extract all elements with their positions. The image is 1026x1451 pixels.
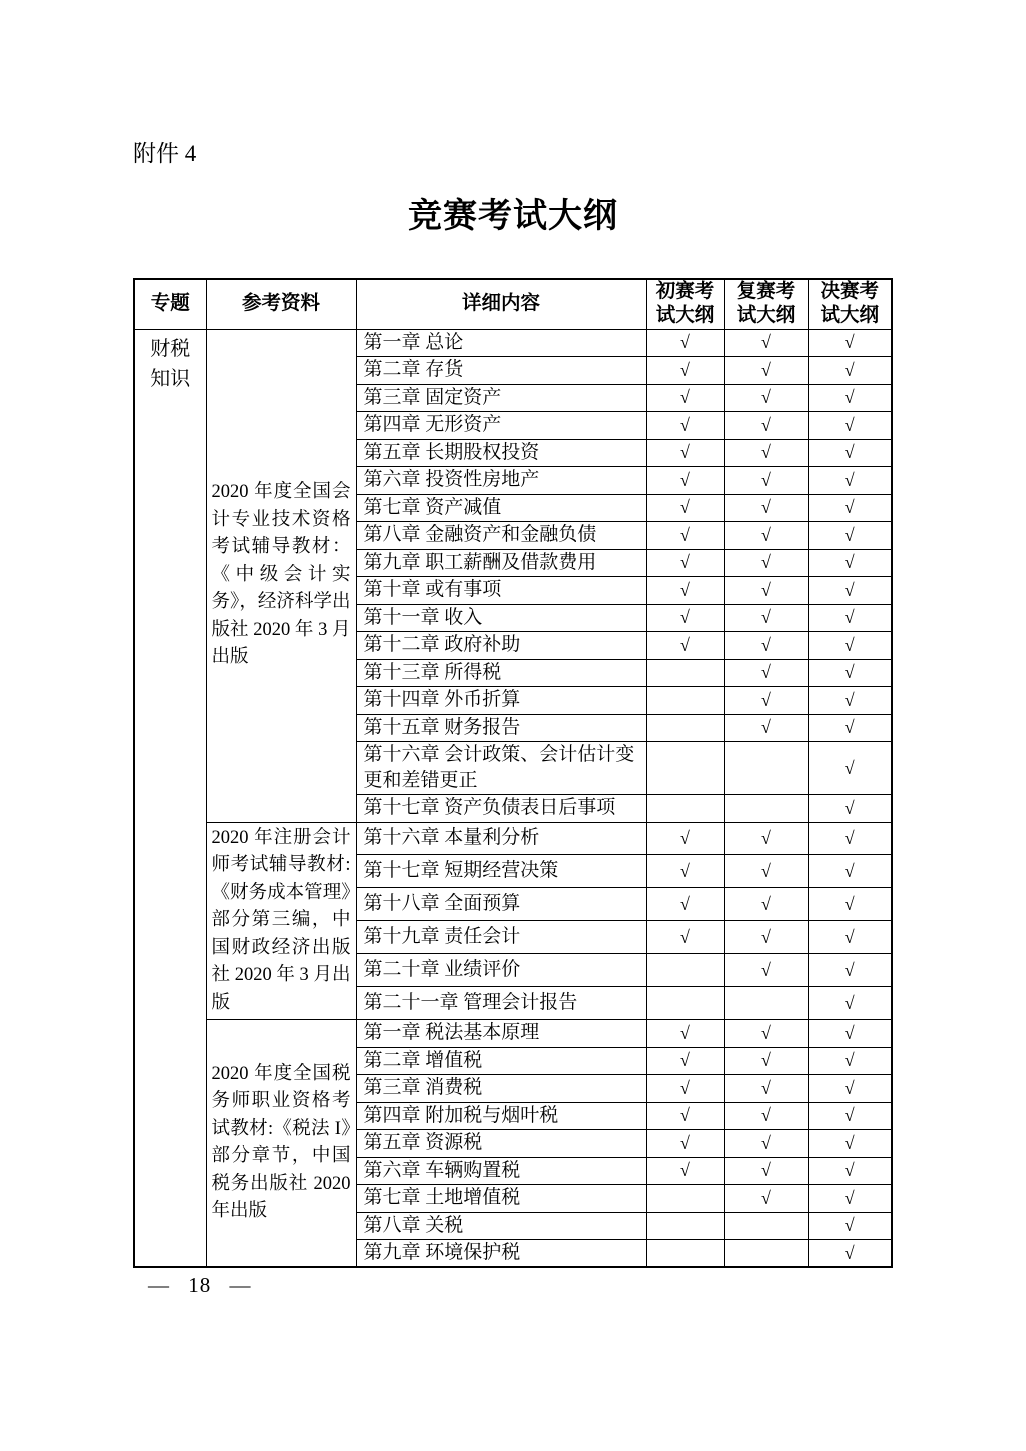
checkmark-cell: √	[808, 1130, 892, 1158]
checkmark-cell: √	[724, 659, 808, 687]
checkmark-cell: √	[646, 1020, 724, 1048]
chapter-cell: 第九章 环境保护税	[356, 1240, 646, 1268]
empty-check-cell	[646, 795, 724, 823]
checkmark-cell: √	[646, 1102, 724, 1130]
checkmark-cell: √	[724, 1047, 808, 1075]
checkmark-cell: √	[808, 439, 892, 467]
chapter-cell: 第二十一章 管理会计报告	[356, 987, 646, 1020]
checkmark-cell: √	[808, 742, 892, 795]
topic-cell: 财税知识	[134, 329, 206, 1267]
checkmark-cell: √	[646, 439, 724, 467]
chapter-cell: 第十七章 资产负债表日后事项	[356, 795, 646, 823]
checkmark-cell: √	[724, 1075, 808, 1103]
checkmark-cell: √	[724, 888, 808, 921]
checkmark-cell: √	[808, 921, 892, 954]
empty-check-cell	[646, 987, 724, 1020]
column-header: 详细内容	[356, 279, 646, 329]
page-title: 竞赛考试大纲	[408, 198, 618, 235]
chapter-cell: 第九章 职工薪酬及借款费用	[356, 549, 646, 577]
chapter-cell: 第七章 土地增值税	[356, 1185, 646, 1213]
checkmark-cell: √	[724, 855, 808, 888]
chapter-cell: 第二章 存货	[356, 357, 646, 385]
chapter-cell: 第七章 资产减值	[356, 494, 646, 522]
checkmark-cell: √	[808, 467, 892, 495]
chapter-cell: 第六章 投资性房地产	[356, 467, 646, 495]
checkmark-cell: √	[646, 412, 724, 440]
checkmark-cell: √	[724, 329, 808, 357]
checkmark-cell: √	[646, 577, 724, 605]
checkmark-cell: √	[724, 549, 808, 577]
table-row	[134, 1020, 892, 1048]
checkmark-cell: √	[808, 687, 892, 715]
chapter-cell: 第八章 金融资产和金融负债	[356, 522, 646, 550]
chapter-cell: 第一章 总论	[356, 329, 646, 357]
checkmark-cell: √	[808, 954, 892, 987]
checkmark-cell: √	[724, 604, 808, 632]
attachment-label: 附件 4	[133, 141, 197, 166]
checkmark-cell: √	[646, 921, 724, 954]
checkmark-cell: √	[808, 1075, 892, 1103]
chapter-cell: 第六章 车辆购置税	[356, 1157, 646, 1185]
checkmark-cell: √	[646, 384, 724, 412]
chapter-cell: 第十三章 所得税	[356, 659, 646, 687]
checkmark-cell: √	[646, 357, 724, 385]
checkmark-cell: √	[724, 522, 808, 550]
checkmark-cell: √	[808, 522, 892, 550]
checkmark-cell: √	[646, 632, 724, 660]
chapter-cell: 第三章 消费税	[356, 1075, 646, 1103]
reference-cell: 2020 年度全国会计专业技术资格考试辅导教材：《中级会计实务》，经济科学出版社 2020 年 3 月出版	[206, 329, 356, 822]
checkmark-cell: √	[724, 577, 808, 605]
checkmark-cell: √	[646, 329, 724, 357]
checkmark-cell: √	[808, 1047, 892, 1075]
chapter-cell: 第十五章 财务报告	[356, 714, 646, 742]
chapter-cell: 第五章 资源税	[356, 1130, 646, 1158]
chapter-cell: 第十章 或有事项	[356, 577, 646, 605]
checkmark-cell: √	[808, 412, 892, 440]
chapter-cell: 第十七章 短期经营决策	[356, 855, 646, 888]
checkmark-cell: √	[646, 549, 724, 577]
chapter-cell: 第十九章 责任会计	[356, 921, 646, 954]
checkmark-cell: √	[808, 1212, 892, 1240]
checkmark-cell: √	[808, 329, 892, 357]
chapter-cell: 第二十章 业绩评价	[356, 954, 646, 987]
checkmark-cell: √	[646, 888, 724, 921]
checkmark-cell: √	[808, 577, 892, 605]
checkmark-cell: √	[808, 888, 892, 921]
empty-check-cell	[724, 987, 808, 1020]
syllabus-table	[133, 278, 893, 1268]
checkmark-cell: √	[724, 714, 808, 742]
reference-cell: 2020 年度全国税务师职业资格考试教材:《税法 I》部分章节，中国税务出版社 2020 年出版	[206, 1020, 356, 1268]
table-row	[134, 329, 892, 357]
checkmark-cell: √	[646, 1130, 724, 1158]
checkmark-cell: √	[724, 1130, 808, 1158]
checkmark-cell: √	[646, 1075, 724, 1103]
checkmark-cell: √	[808, 659, 892, 687]
checkmark-cell: √	[646, 1157, 724, 1185]
checkmark-cell: √	[808, 632, 892, 660]
checkmark-cell: √	[646, 855, 724, 888]
chapter-cell: 第二章 增值税	[356, 1047, 646, 1075]
checkmark-cell: √	[808, 795, 892, 823]
checkmark-cell: √	[808, 987, 892, 1020]
chapter-cell: 第十八章 全面预算	[356, 888, 646, 921]
header-row	[134, 279, 892, 329]
table-row	[134, 822, 892, 855]
checkmark-cell: √	[646, 522, 724, 550]
table-header	[134, 279, 892, 329]
empty-check-cell	[724, 1212, 808, 1240]
checkmark-cell: √	[808, 494, 892, 522]
checkmark-cell: √	[724, 412, 808, 440]
checkmark-cell: √	[724, 494, 808, 522]
checkmark-cell: √	[808, 1240, 892, 1268]
checkmark-cell: √	[808, 384, 892, 412]
checkmark-cell: √	[724, 439, 808, 467]
empty-check-cell	[646, 742, 724, 795]
checkmark-cell: √	[724, 954, 808, 987]
chapter-cell: 第八章 关税	[356, 1212, 646, 1240]
chapter-cell: 第一章 税法基本原理	[356, 1020, 646, 1048]
empty-check-cell	[646, 1240, 724, 1268]
chapter-cell: 第五章 长期股权投资	[356, 439, 646, 467]
checkmark-cell: √	[646, 467, 724, 495]
checkmark-cell: √	[724, 822, 808, 855]
empty-check-cell	[646, 1212, 724, 1240]
checkmark-cell: √	[646, 1047, 724, 1075]
empty-check-cell	[646, 687, 724, 715]
column-header: 复赛考试大纲	[724, 279, 808, 329]
checkmark-cell: √	[724, 1185, 808, 1213]
checkmark-cell: √	[808, 714, 892, 742]
checkmark-cell: √	[808, 855, 892, 888]
chapter-cell: 第三章 固定资产	[356, 384, 646, 412]
checkmark-cell: √	[724, 467, 808, 495]
checkmark-cell: √	[808, 1185, 892, 1213]
checkmark-cell: √	[646, 604, 724, 632]
checkmark-cell: √	[808, 1157, 892, 1185]
chapter-cell: 第十六章 会计政策、会计估计变更和差错更正	[356, 742, 646, 795]
table-body	[134, 329, 892, 1267]
column-header: 决赛考试大纲	[808, 279, 892, 329]
column-header: 专题	[134, 279, 206, 329]
empty-check-cell	[724, 795, 808, 823]
empty-check-cell	[724, 1240, 808, 1268]
empty-check-cell	[646, 954, 724, 987]
chapter-cell: 第四章 无形资产	[356, 412, 646, 440]
reference-cell: 2020 年注册会计师考试辅导教材:《财务成本管理》部分第三编，中国财政经济出版社 2020 年 3 月出版	[206, 822, 356, 1020]
checkmark-cell: √	[724, 921, 808, 954]
checkmark-cell: √	[724, 1157, 808, 1185]
chapter-cell: 第四章 附加税与烟叶税	[356, 1102, 646, 1130]
chapter-cell: 第十四章 外币折算	[356, 687, 646, 715]
chapter-cell: 第十一章 收入	[356, 604, 646, 632]
checkmark-cell: √	[724, 687, 808, 715]
checkmark-cell: √	[724, 357, 808, 385]
empty-check-cell	[646, 659, 724, 687]
checkmark-cell: √	[808, 357, 892, 385]
column-header: 初赛考试大纲	[646, 279, 724, 329]
chapter-cell: 第十二章 政府补助	[356, 632, 646, 660]
checkmark-cell: √	[724, 1102, 808, 1130]
checkmark-cell: √	[808, 549, 892, 577]
checkmark-cell: √	[646, 822, 724, 855]
checkmark-cell: √	[646, 494, 724, 522]
checkmark-cell: √	[808, 1102, 892, 1130]
checkmark-cell: √	[808, 604, 892, 632]
checkmark-cell: √	[808, 1020, 892, 1048]
checkmark-cell: √	[808, 822, 892, 855]
empty-check-cell	[646, 1185, 724, 1213]
column-header: 参考资料	[206, 279, 356, 329]
empty-check-cell	[646, 714, 724, 742]
page-number: — 18 —	[148, 1273, 252, 1297]
chapter-cell: 第十六章 本量利分析	[356, 822, 646, 855]
checkmark-cell: √	[724, 1020, 808, 1048]
checkmark-cell: √	[724, 632, 808, 660]
checkmark-cell: √	[724, 384, 808, 412]
empty-check-cell	[724, 742, 808, 795]
